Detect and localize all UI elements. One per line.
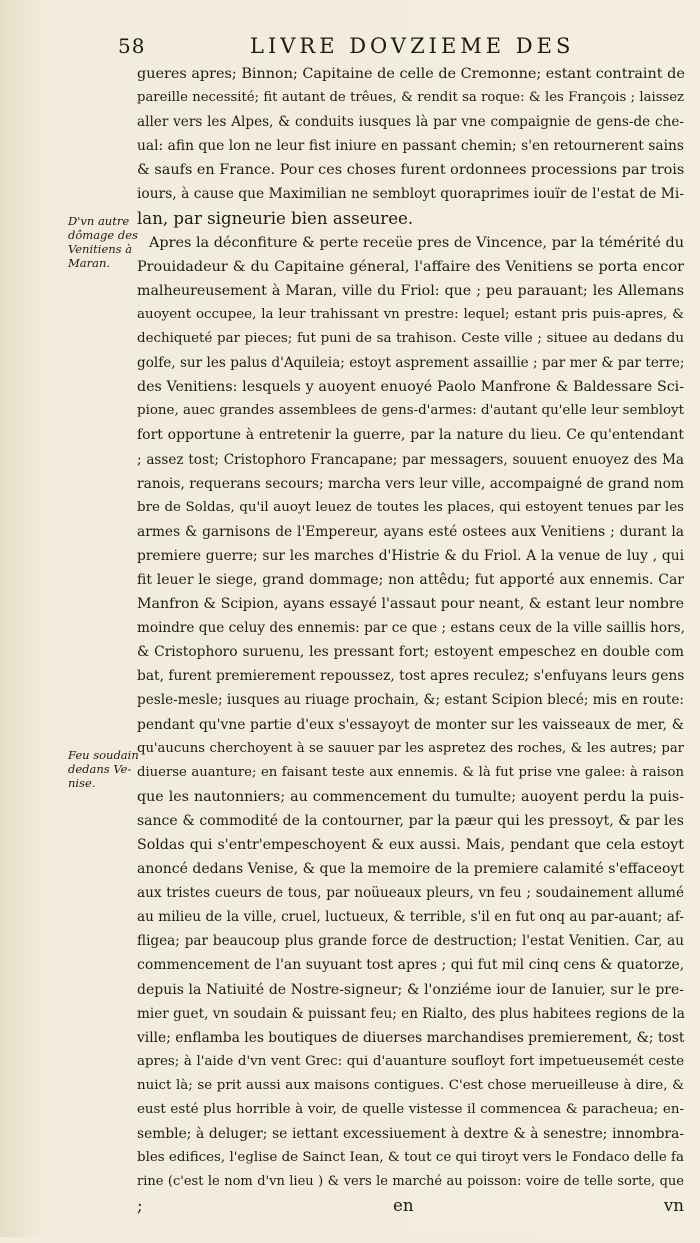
text-line: Prouidadeur & du Capitaine géneral, l'affaire des Venitiens se porta encor [137,258,684,275]
text-line: fit leuer le siege, grand dommage; non attêdu; fut apporté aux ennemis. Car [137,571,684,588]
catchword [137,1219,684,1243]
text-line: Manfron & Scipion, ayans essayé l'assaut pour neant, & estant leur nombre [137,596,684,613]
text-line: ; en vn [137,1196,684,1216]
text-line: pareille necessité; fit autant de trêues, & rendit sa roque: & les François ; laissez [137,90,684,106]
text-line: diuerse auanture; en faisant teste aux ennemis. & là fut prise vne galee: à raison [137,764,684,780]
folio-number: 58 [118,34,146,58]
page-header [118,34,678,64]
text-line: pione, auec grandes assemblees de gens-d'armes: d'autant qu'elle leur sembloyt [137,403,684,419]
margin-note-maran [68,214,138,270]
text-line: ual: afin que lon ne leur fist iniure en passant chemin; s'en retournerent sains [137,138,684,155]
text-line: armes & garnisons de l'Empereur, ayans esté ostees aux Venitiens ; durant la [137,523,684,540]
text-line: au milieu de la ville, cruel, luctueux, & terrible, s'il en fut onq au par-auant; af- [137,909,684,926]
text-line: aux tristes cueurs de tous, par noüueaux pleurs, vn feu ; soudainement allumé [137,885,684,902]
text-line: pesle-mesle; iusques au riuage prochain, &; estant Scipion blecé; mis en route: [137,692,684,709]
text-line: bre de Soldas, qu'il auoyt leuez de toutes les places, qui estoyent tenues par les [137,499,684,515]
text-line: eust esté plus horrible à voir, de quelle vistesse il commencea & paracheua; en- [137,1102,684,1118]
running-title: LIVRE DOVZIEME DES [250,34,575,58]
text-line: ville; enflamba les boutiques de diuerses marchandises premierement, &; tost [137,1029,685,1046]
text-line: premiere guerre; sur les marches d'Histrie & du Friol. A la venue de luy , qui [137,547,684,564]
margin-note-line: Venitiens à [68,242,133,256]
text-line: semble; à deluger; se iettant excessiuement à dextre & à senestre; innombra- [137,1126,684,1143]
text-line: sance & commodité de la contourner, par la pæur qui les pressoyt, & par les [137,812,684,829]
text-line: rine (c'est le nom d'vn lieu ) & vers le marché au poisson: voire de telle sorte, que [137,1174,684,1190]
text-line: mier guet, vn soudain & puissant feu; en Rialto, des plus habitees regions de la [137,1005,685,1022]
text-line: nuict là; se prit aussi aux maisons contigues. C'est chose merueilleuse à dire, & [137,1077,684,1093]
text-line: que les nautonniers; au commencement du tumulte; auoyent perdu la puis- [137,788,684,805]
text-line: depuis la Natiuité de Nostre-signeur; & l'onziéme iour de Ianuier, sur le pre- [137,981,684,998]
text-line: ; assez tost; Cristophoro Francapane; par messagers, souuent enuoyez des Ma [137,451,684,468]
margin-note-line: Maran. [68,256,111,270]
text-line: Apres la déconfiture & perte receüe pres de Vincence, par la témérité du [149,234,684,251]
text-line: apres; à l'aide d'vn vent Grec: qui d'auanture soufloyt fort impetueusemét ceste [137,1053,684,1069]
text-line: malheureusement à Maran, ville du Friol: que ; peu parauant; les Allemans [137,282,684,299]
text-line: qu'aucuns cherchoyent à se sauuer par les aspretez des roches, & les autres; par [137,740,684,756]
text-line: anoncé dedans Venise, & que la memoire de la premiere calamité s'effaceoyt [137,861,684,878]
margin-note-line: nise. [68,776,96,790]
text-line: lan, par signeurie bien asseuree. [137,208,414,228]
text-line: & Cristophoro suruenu, les pressant fort; estoyent empeschez en double com [137,644,684,661]
margin-note-line: dômage des [68,228,138,242]
text-line: pendant qu'vne partie d'eux s'essayoyt de monter sur les vaisseaux de mer, & [137,716,684,733]
text-line: bat, furent premierement repoussez, tost apres reculez; s'enfuyans leurs gens [137,668,685,685]
text-line: dechiqueté par pieces; fut puni de sa trahison. Ceste ville ; situee au dedans du [137,331,684,347]
body-text [137,62,684,1243]
text-line: aller vers les Alpes, & conduits iusques là par vne compaignie de gens-de che- [137,114,684,131]
text-line: fort opportune à entretenir la guerre, par la nature du lieu. Ce qu'entendant [137,427,684,444]
text-line: Soldas qui s'entr'empeschoyent & eux aussi. Mais, pendant que cela estoyt [137,837,684,853]
margin-note-line: dedans Ve- [68,762,132,776]
text-line: moindre que celuy des ennemis: par ce que ; estans ceux de la ville saillis hors, [137,620,685,637]
text-line: fligea; par beaucoup plus grande force de destruction; l'estat Venitien. Car, au [137,933,684,950]
margin-note-line: D'vn autre [68,214,130,228]
margin-note-fire [68,748,138,790]
text-line: gueres apres; Binnon; Capitaine de celle de Cremonne; estant contraint de [137,66,685,82]
margin-note-line: Feu soudain [68,748,139,762]
text-line: des Venitiens: lesquels y auoyent enuoyé Paolo Manfrone & Baldessare Sci- [137,379,684,396]
text-line: & saufs en France. Pour ces choses furent ordonnees processions par trois [137,162,685,179]
text-line: iours, à cause que Maximilian ne sembloyt quoraprimes iouïr de l'estat de Mi- [137,186,684,203]
text-line: ranois, requerans secours; marcha vers leur ville, accompaigné de grand nom [137,475,684,492]
text-line: commencement de l'an suyuant tost apres ; qui fut mil cinq cens & quatorze, [137,957,685,974]
text-line: golfe, sur les palus d'Aquileia; estoyt asprement assaillie ; par mer & par terre; [137,355,685,372]
text-line: auoyent occupee, la leur trahissant vn prestre: lequel; estant pris puis-apres, & [137,306,684,322]
text-line: bles edifices, l'eglise de Sainct Iean, & tout ce qui tiroyt vers le Fondaco delle fa [137,1150,684,1166]
